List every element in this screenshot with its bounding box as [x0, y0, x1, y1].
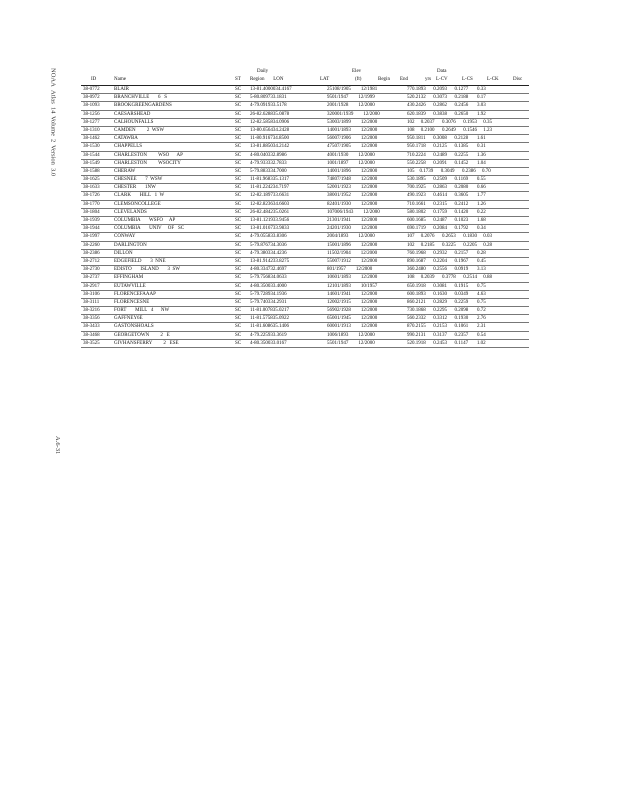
cell-lat-elev-begin-end: 14601/1941 12/2000 [327, 291, 378, 297]
cell-region-lon: 4-79.380334.4236 [250, 250, 287, 256]
cell-name: CATAWBA [114, 136, 138, 142]
cell-stats: 690.1719 0.2084 0.1792 0.34 [407, 226, 486, 232]
cell-id: 38-2260 [83, 242, 100, 248]
header-name: Name [114, 77, 126, 82]
header-disc: Disc [513, 77, 523, 82]
cell-region-lon: 5-79.756834.0633 [250, 275, 287, 281]
cell-state: SC [235, 299, 242, 305]
cell-region-lon: 11-81.608635.1406 [250, 324, 289, 330]
table-row [81, 242, 529, 250]
cell-stats: 710.2224 0.2489 0.2255 1.36 [407, 152, 486, 158]
cell-stats: 108 0.2039 0.3778 0.2514 0.88 [407, 275, 492, 281]
cell-region-lon: 12-82.189733.6631 [250, 193, 290, 199]
cell-region-lon: 4-79.933332.7833 [250, 160, 287, 166]
header-lcs: L-CS [462, 77, 473, 82]
cell-name: FLORENCESNE [114, 299, 150, 305]
cell-id: 38-1944 [83, 226, 100, 232]
cell-name: EFFINGHAM [114, 275, 144, 281]
cell-name: FLORENCEFAAAP [114, 291, 156, 297]
cell-region-lon: 13-81.121933.9456 [250, 218, 290, 223]
cell-lat-elev-begin-end: 25108/1905 12/1981 [327, 87, 378, 92]
cell-stats: 107 0.2076 0.2653 0.1830 0.03 [407, 234, 492, 240]
table-row [81, 332, 529, 340]
cell-name: BROOKGREENGARDENS [114, 103, 172, 109]
cell-id: 38-1093 [83, 103, 100, 109]
header-daily: Daily [257, 69, 269, 74]
table-row [81, 86, 529, 94]
cell-stats: 770.1893 0.2093 0.1277 0.33 [407, 87, 486, 92]
cell-id: 38-1530 [83, 144, 100, 150]
cell-region-lon: 5-79.883334.7000 [250, 168, 287, 174]
cell-name: GAFFNEY6E [114, 316, 143, 322]
cell-state: SC [235, 95, 242, 101]
table-row [81, 217, 529, 225]
cell-lat-elev-begin-end: 55007/1912 12/2000 [327, 258, 378, 264]
table-row [81, 168, 529, 176]
cell-id: 38-1544 [83, 152, 100, 158]
cell-region-lon: 4-80.334732.4697 [250, 267, 287, 273]
cell-name: BRANCHVILLE 6 S [114, 95, 168, 101]
cell-lat-elev-begin-end: 14001/1893 12/2000 [327, 127, 378, 133]
cell-name: CHARLESTON WSO AP [114, 152, 183, 158]
cell-region-lon: 5-79.740334.2931 [250, 299, 287, 305]
cell-id: 38-2386 [83, 250, 100, 256]
cell-lat-elev-begin-end: 2004/1893 12/2000 [327, 234, 375, 240]
cell-name: GASTONSHOALS [114, 324, 154, 330]
cell-stats: 990.2131 0.3137 0.2357 0.54 [407, 332, 486, 338]
cell-name: EUTAWVILLE [114, 283, 146, 289]
cell-lat-elev-begin-end: 12101/1893 10/1957 [327, 283, 378, 289]
cell-state: SC [235, 258, 242, 264]
side-header-word: 14 [49, 106, 57, 114]
cell-region-lon: 13-80.656434.2428 [250, 127, 290, 133]
table-row [81, 307, 529, 315]
cell-stats: 700.1925 0.2863 0.2080 0.66 [407, 185, 486, 191]
table-row [81, 201, 529, 209]
cell-region-lon: 4-80.350033.0167 [250, 340, 287, 346]
cell-stats: 950.1718 0.2125 0.1385 0.31 [407, 144, 486, 150]
cell-id: 38-1726 [83, 193, 100, 199]
cell-region-lon: 11-80.916734.8500 [250, 136, 289, 142]
cell-id: 38-1939 [83, 218, 100, 223]
cell-state: SC [235, 250, 242, 256]
cell-state: SC [235, 177, 242, 183]
table-row [81, 160, 529, 168]
cell-region-lon: 13-81.914233.8275 [250, 258, 290, 264]
cell-name: GIVHANSFERRY 2 ESE [114, 340, 179, 346]
header-yrs: yrs [425, 77, 432, 82]
cell-id: 38-0772 [83, 87, 100, 92]
cell-region-lon: 5-79.728934.1936 [250, 291, 287, 297]
cell-name: CALHOUNFALLS [114, 119, 154, 125]
header-row-top [81, 68, 529, 76]
cell-id: 38-2917 [83, 283, 100, 289]
cell-lat-elev-begin-end: 56902/1928 12/2000 [327, 308, 378, 314]
table-row [81, 111, 529, 119]
cell-name: FORT MILL 4 NW [114, 308, 170, 314]
cell-state: SC [235, 168, 242, 174]
cell-name: CONWAY [114, 234, 136, 240]
cell-state: SC [235, 127, 242, 133]
header-lcv: L-CV [436, 77, 448, 82]
cell-stats: 520.2132 0.3073 0.2188 0.17 [407, 95, 486, 101]
table-row [81, 127, 529, 135]
cell-stats: 600.1893 0.1630 0.0349 4.63 [407, 291, 486, 297]
cell-state: SC [235, 267, 242, 273]
cell-region-lon: 11-81.968335.1317 [250, 177, 289, 183]
cell-region-lon: 11-81.224234.7197 [250, 185, 289, 191]
cell-id: 38-1625 [83, 177, 100, 183]
cell-name: GEORGETOWN 2 E [114, 332, 170, 338]
cell-state: SC [235, 226, 242, 232]
cell-state: SC [235, 283, 242, 289]
cell-state: SC [235, 332, 242, 338]
side-header-word: Atlas [49, 89, 57, 104]
table-row [81, 143, 529, 151]
cell-stats: 890.1687 0.2204 0.1967 0.45 [407, 258, 486, 264]
cell-stats: 530.1895 0.2509 0.1169 0.55 [407, 177, 486, 183]
cell-lat-elev-begin-end: 47507/1905 12/2000 [327, 144, 378, 150]
cell-region-lon: 4-79.225933.3619 [250, 332, 287, 338]
side-header-word: 3.0 [49, 168, 57, 177]
table-row [81, 266, 529, 274]
cell-state: SC [235, 193, 242, 199]
cell-lat-elev-begin-end: 15001/1896 12/2000 [327, 242, 378, 248]
cell-state: SC [235, 87, 242, 92]
cell-name: CAMDEN 2 WSW [114, 127, 165, 133]
cell-region-lon: 11-81.575835.0922 [250, 316, 289, 322]
cell-lat-elev-begin-end: 82401/1930 12/2000 [327, 201, 378, 207]
cell-stats: 650.1918 0.3081 0.1915 0.75 [407, 283, 486, 289]
cell-id: 38-3216 [83, 308, 100, 314]
cell-name: CHESTER 1NW [114, 185, 156, 191]
cell-state: SC [235, 144, 242, 150]
cell-id: 38-0972 [83, 95, 100, 101]
table-row [81, 323, 529, 331]
cell-id: 38-1997 [83, 234, 100, 240]
cell-state: SC [235, 136, 242, 142]
cell-state: SC [235, 291, 242, 297]
cell-state: SC [235, 185, 242, 191]
table-row [81, 135, 529, 143]
table-row [81, 102, 529, 110]
cell-lat-elev-begin-end: 320001/1939 12/2000 [327, 111, 380, 117]
table-row [81, 209, 529, 217]
cell-state: SC [235, 316, 242, 322]
cell-region-lon: 4-80.040332.8986 [250, 152, 287, 158]
page-number: A.6-31 [54, 436, 61, 455]
cell-lat-elev-begin-end: 10601/1893 12/2000 [327, 275, 378, 281]
header-begin: Begin [378, 77, 390, 82]
cell-lat-elev-begin-end: 801/1957 12/2000 [327, 267, 373, 273]
cell-state: SC [235, 103, 242, 109]
cell-id: 38-3111 [83, 299, 100, 305]
cell-state: SC [235, 275, 242, 281]
side-header-word: Version [49, 145, 57, 166]
cell-name: DARLINGTON [114, 242, 147, 248]
cell-id: 38-1633 [83, 185, 100, 191]
cell-stats: 520.1918 0.2453 0.1147 1.02 [407, 340, 486, 346]
cell-lat-elev-begin-end: 12002/1915 12/2000 [327, 299, 378, 305]
cell-stats: 730.1868 0.2295 0.2098 0.72 [407, 308, 486, 314]
cell-state: SC [235, 111, 242, 117]
cell-region-lon: 5-79.876734.3036 [250, 242, 287, 248]
cell-state: SC [235, 308, 242, 314]
header-st: ST [235, 77, 241, 82]
header-lat: LAT [320, 77, 330, 82]
cell-region-lon: 4-79.055833.8306 [250, 234, 287, 240]
table-row [81, 119, 529, 127]
cell-id: 38-3433 [83, 324, 100, 330]
cell-stats: 580.1802 0.1759 0.1420 0.22 [407, 209, 486, 215]
table-row [81, 258, 529, 266]
cell-id: 38-1256 [83, 111, 100, 117]
cell-name: COLUMBIA UNIV OF SC [114, 226, 185, 232]
cell-lat-elev-begin-end: 65001/1945 12/2000 [327, 316, 378, 322]
cell-name: EDGEFIELD 3 NNE [114, 258, 166, 264]
cell-region-lon: 13-81.885034.2142 [250, 144, 290, 150]
cell-stats: 360.2480 0.2556 0.0919 3.13 [407, 267, 486, 273]
cell-id: 38-1549 [83, 160, 100, 166]
table-row [81, 274, 529, 282]
side-header [46, 68, 60, 176]
side-header-word: NOAA [49, 68, 57, 87]
cell-region-lon: 26-82.484235.0261 [250, 209, 290, 215]
cell-name: CLEVELANDS [114, 209, 147, 215]
cell-stats: 760.1968 0.2932 0.2157 0.28 [407, 250, 486, 256]
table-row [81, 233, 529, 241]
cell-state: SC [235, 324, 242, 330]
header-elev: Elev [352, 69, 362, 74]
cell-id: 38-2730 [83, 267, 100, 273]
cell-state: SC [235, 234, 242, 240]
cell-stats: 560.2332 0.3312 0.1930 2.76 [407, 316, 486, 322]
cell-region-lon: 12-82.585834.0906 [250, 119, 290, 125]
side-header-word: Volume [49, 116, 57, 137]
cell-region-lon: 11-81.007835.0217 [250, 308, 289, 314]
cell-lat-elev-begin-end: 38001/1952 12/2000 [327, 193, 378, 199]
cell-name: CHARLESTON WSOCITY [114, 160, 181, 166]
cell-stats: 102 0.2037 0.3076 0.1953 0.35 [407, 119, 492, 125]
cell-name: DILLON [114, 250, 133, 256]
table-row [81, 152, 529, 160]
cell-stats: 710.1661 0.2315 0.2412 1.26 [407, 201, 486, 207]
cell-id: 38-1588 [83, 168, 100, 174]
cell-state: SC [235, 218, 242, 223]
cell-region-lon: 26-82.628835.0878 [250, 111, 290, 117]
cell-lat-elev-begin-end: 52001/1923 12/2000 [327, 185, 378, 191]
cell-id: 38-3525 [83, 340, 100, 346]
cell-stats: 870.2155 0.2153 0.1061 2.31 [407, 324, 486, 330]
cell-region-lon: 12-82.823634.6603 [250, 201, 290, 207]
table-body [81, 86, 529, 348]
cell-state: SC [235, 201, 242, 207]
cell-state: SC [235, 160, 242, 166]
table-row [81, 94, 529, 102]
cell-lat-elev-begin-end: 2001/1928 12/2000 [327, 103, 375, 109]
table-row [81, 176, 529, 184]
header-end: End [400, 77, 409, 82]
cell-lat-elev-begin-end: 5501/1947 12/2000 [327, 340, 375, 346]
station-table [81, 68, 529, 348]
header-lck: L-CK [487, 77, 499, 82]
cell-stats: 105 0.1739 0.3049 0.2386 0.70 [407, 168, 491, 174]
header-ft: (ft) [355, 77, 362, 82]
cell-lat-elev-begin-end: 53003/1899 12/2000 [327, 119, 378, 125]
cell-lat-elev-begin-end: 9501/1947 12/1999 [327, 95, 375, 101]
cell-lat-elev-begin-end: 56007/1906 12/2000 [327, 136, 378, 142]
cell-region-lon: 4-80.350033.4000 [250, 283, 287, 289]
cell-name: CLARK HILL 1 W [114, 193, 165, 199]
table-row [81, 192, 529, 200]
cell-state: SC [235, 152, 242, 158]
cell-id: 38-3356 [83, 316, 100, 322]
cell-stats: 950.1811 0.3008 0.2128 1.61 [407, 136, 486, 142]
cell-stats: 108 0.2100 0.2649 0.1546 1.23 [407, 127, 492, 133]
cell-name: COLUMBIA WSFO AP [114, 218, 176, 223]
cell-lat-elev-begin-end: 4001/1930 12/2000 [327, 152, 375, 158]
cell-name: CHAPPELLS [114, 144, 143, 150]
cell-state: SC [235, 340, 242, 346]
cell-lat-elev-begin-end: 14001/1896 12/2000 [327, 168, 378, 174]
cell-region-lon: 5-80.809733.1831 [250, 95, 287, 101]
cell-lat-elev-begin-end: 107006/1943 12/2000 [327, 209, 380, 215]
table-row [81, 291, 529, 299]
header-id: ID [91, 77, 97, 82]
cell-id: 38-2737 [83, 275, 100, 281]
cell-lat-elev-begin-end: 60001/1913 12/2000 [327, 324, 378, 330]
cell-id: 38-3106 [83, 291, 100, 297]
cell-region-lon: 13-81.4000034.4167 [250, 87, 292, 92]
cell-name: CAESARSHEAD [114, 111, 151, 117]
table-row [81, 299, 529, 307]
cell-lat-elev-begin-end: 24201/1930 12/2000 [327, 226, 378, 232]
header-region-lon: Region LON [250, 77, 284, 82]
cell-id: 38-1310 [83, 127, 100, 133]
cell-stats: 102 0.2185 0.3225 0.2205 0.28 [407, 242, 492, 248]
cell-lat-elev-begin-end: 21301/1941 12/2000 [327, 218, 378, 223]
cell-state: SC [235, 242, 242, 248]
cell-id: 38-1277 [83, 119, 100, 125]
table-row [81, 340, 529, 348]
cell-state: SC [235, 209, 242, 215]
table-row [81, 283, 529, 291]
cell-name: CHESNEE 7 WSW [114, 177, 163, 183]
cell-name: EDISTO ISLAND 3 SW [114, 267, 181, 273]
cell-name: CHERAW [114, 168, 136, 174]
cell-lat-elev-begin-end: 11502/1904 12/2000 [327, 250, 378, 256]
cell-stats: 860.2121 0.2829 0.2259 0.75 [407, 299, 486, 305]
header-data: Data [437, 69, 447, 74]
cell-state: SC [235, 119, 242, 125]
cell-id: 38-1770 [83, 201, 100, 207]
cell-stats: 620.1839 0.3838 0.2650 1.92 [407, 111, 486, 117]
cell-name: CLEMSONCOLLEGE [114, 201, 161, 207]
cell-lat-elev-begin-end: 1001/1897 12/2000 [327, 160, 375, 166]
table-row [81, 184, 529, 192]
cell-stats: 550.2258 0.2091 0.1452 1.04 [407, 160, 486, 166]
cell-region-lon: 4-79.091933.5178 [250, 103, 287, 109]
cell-id: 38-1462 [83, 136, 100, 142]
cell-region-lon: 13-81.016733.9833 [250, 226, 290, 232]
cell-id: 38-3468 [83, 332, 100, 338]
table-row [81, 225, 529, 233]
cell-lat-elev-begin-end: 74807/1948 12/2000 [327, 177, 378, 183]
cell-id: 38-2712 [83, 258, 100, 264]
cell-name: BLAIR [114, 87, 129, 92]
header-row-bottom [81, 76, 529, 86]
cell-stats: 490.1923 0.4614 0.3605 1.77 [407, 193, 486, 199]
cell-stats: 430.2426 0.2862 0.2456 3.03 [407, 103, 486, 109]
table-row [81, 250, 529, 258]
cell-id: 38-1804 [83, 209, 100, 215]
cell-stats: 600.1685 0.2487 0.1023 1.68 [407, 218, 486, 223]
table-row [81, 315, 529, 323]
side-header-word: 2 [49, 139, 57, 143]
cell-lat-elev-begin-end: 1006/1893 12/2000 [327, 332, 375, 338]
